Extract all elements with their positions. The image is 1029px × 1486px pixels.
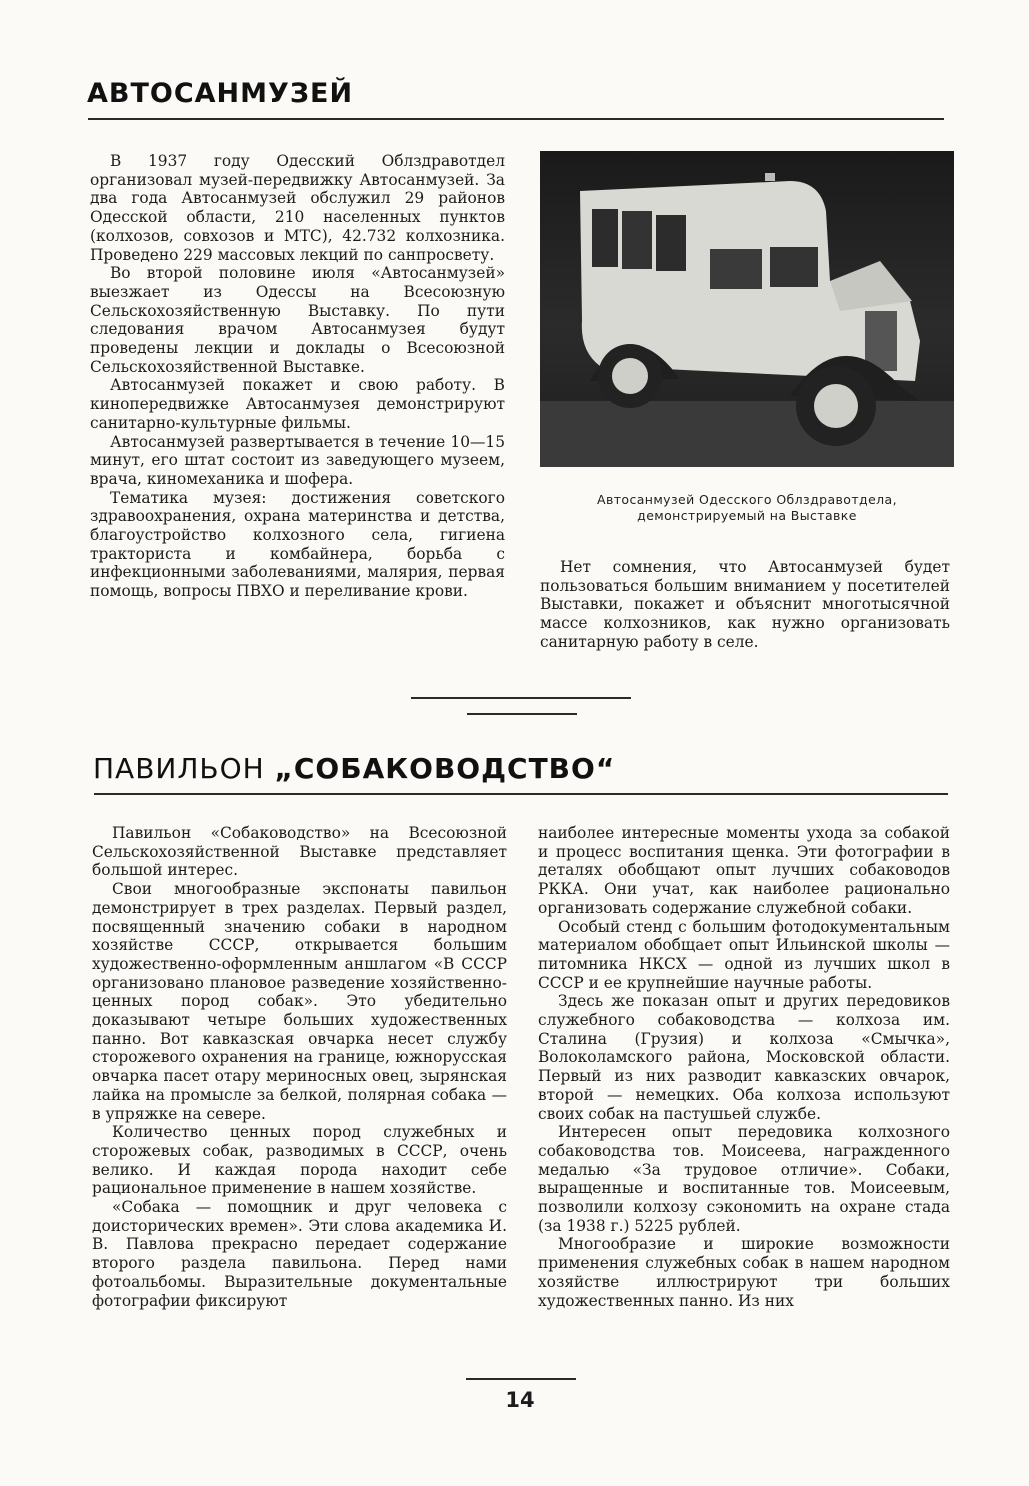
- title-underline: [88, 118, 944, 120]
- page-number: 14: [505, 1388, 535, 1412]
- article-paragraph: «Собака — помощник и друг человека с доисторических времен». Эти слова академика И. В. Павлова прекрасно передает содержание второго раздела павильона. Перед нами фотоальбомы. Выразительные документальные фотографии фиксируют: [92, 1198, 507, 1310]
- title-prefix: ПАВИЛЬОН: [93, 752, 265, 785]
- avtosanmuzei-left-column: [90, 152, 505, 601]
- page-number-rule: [466, 1378, 576, 1380]
- article-paragraph: Нет сомнения, что Автосанмузей будет пользоваться большим вниманием у посетителей Выставки, покажет и объяснит многотысячной массе колхозников, как нужно организовать санитарную работу в селе.: [540, 558, 950, 651]
- article-paragraph: Тематика музея: достижения советского здравоохранения, охрана материнства и детства, благоустройство колхозного села, гигиена тракториста и комбайнера, борьба с инфекционными заболеваниями, малярия, первая помощь, вопросы ПВХО и переливание крови.: [90, 488, 505, 601]
- separator-long: [411, 697, 631, 699]
- section-title-sobakovodstvo: [93, 752, 615, 785]
- section-title-avtosanmuzei: АВТОСАНМУЗЕЙ: [87, 78, 354, 109]
- article-paragraph: Павильон «Собаководство» на Всесоюзной Сельскохозяйственной Выставке представляет большой интерес.: [92, 824, 507, 880]
- article-paragraph: Интересен опыт передовика колхозного собаководства тов. Моисеева, награжденного медалью «За трудовое отличие». Собаки, выращенные и воспитанные тов. Моисеевым, позволили колхозу сэкономить на охране стада (за 1938 г.) 5225 рублей.: [538, 1123, 950, 1235]
- title-main: „СОБАКОВОДСТВО“: [274, 752, 616, 785]
- article-paragraph: В 1937 году Одесский Облздравотдел организовал музей-передвижку Автосанмузей. За два года Автосанмузей обслужил 29 районов Одесской области, 210 населенных пунктов (колхозов, совхозов и МТС), 42.732 колхозника. Проведено 229 массовых лекций по санпросвету.: [90, 152, 505, 264]
- article-paragraph: Автосанмузей покажет и свою работу. В кинопередвижке Автосанмузея демонстрируют санитарно-культурные фильмы.: [90, 376, 505, 432]
- article-paragraph: Многообразие и широкие возможности применения служебных собак в нашем народном хозяйстве иллюстрируют три больших художественных панно. Из них: [538, 1235, 950, 1310]
- avtosanmuzei-right-column: [540, 558, 950, 652]
- article-paragraph: наиболее интересные моменты ухода за собакой и процесс воспитания щенка. Эти фотографии в деталях обобщают опыт лучших собаководов РККА. Они учат, как наиболее рационально организовать содержание служебной собаки.: [538, 824, 950, 917]
- article-paragraph: Свои многообразные экспонаты павильон демонстрирует в трех разделах. Первый раздел, посвященный значению собаки в народном хозяйстве СССР, открывается большим художественно-оформленным аншлагом «В СССР организовано плановое разведение хозяйственно-ценных пород собак». Это убедительно доказывают четыре больших художественных панно. Вот кавказская овчарка несет службу сторожевого охранения на границе, южнорусская овчарка пасет отару мериносных овец, зырянская лайка на промысле за белкой, полярная собака — в упряжке на севере.: [92, 880, 507, 1123]
- article-paragraph: Здесь же показан опыт и других передовиков служебного собаководства — колхоза им. Сталина (Грузия) и колхоза «Смычка», Волоколамского района, Московской области. Первый из них разводит кавказских овчарок, второй — немецких. Оба колхоза используют своих собак на пастушьей службе.: [538, 992, 950, 1123]
- truck-illustration: [540, 151, 954, 467]
- article-paragraph: Количество ценных пород служебных и сторожевых собак, разводимых в СССР, очень велико. И каждая порода находит себе рациональное применение в нашем хозяйстве.: [92, 1123, 507, 1198]
- article-paragraph: Во второй половине июля «Автосанмузей» выезжает из Одессы на Всесоюзную Сельскохозяйственную Выставку. По пути следования врачом Автосанмузея будут проведены лекции и доклады о Всесоюзной Сельскохозяйственной Выставке.: [90, 264, 505, 376]
- sobakovodstvo-left-column: [92, 824, 507, 1310]
- section2-underline: [94, 793, 948, 795]
- separator-short: [467, 713, 577, 715]
- sobakovodstvo-right-column: [538, 824, 950, 1310]
- article-paragraph: Особый стенд с большим фотодокументальным материалом обобщает опыт Ильинской школы — питомника НКСХ — одной из лучших школ в СССР и ее крупнейшие научные работы.: [538, 917, 950, 992]
- truck-photo: [540, 151, 954, 467]
- photo-caption: Автосанмузей Одесского Облздравотдела, демонстрируемый на Выставке: [597, 492, 897, 523]
- article-paragraph: Автосанмузей развертывается в течение 10—15 минут, его штат состоит из заведующего музеем, врача, киномеханика и шофера.: [90, 432, 505, 488]
